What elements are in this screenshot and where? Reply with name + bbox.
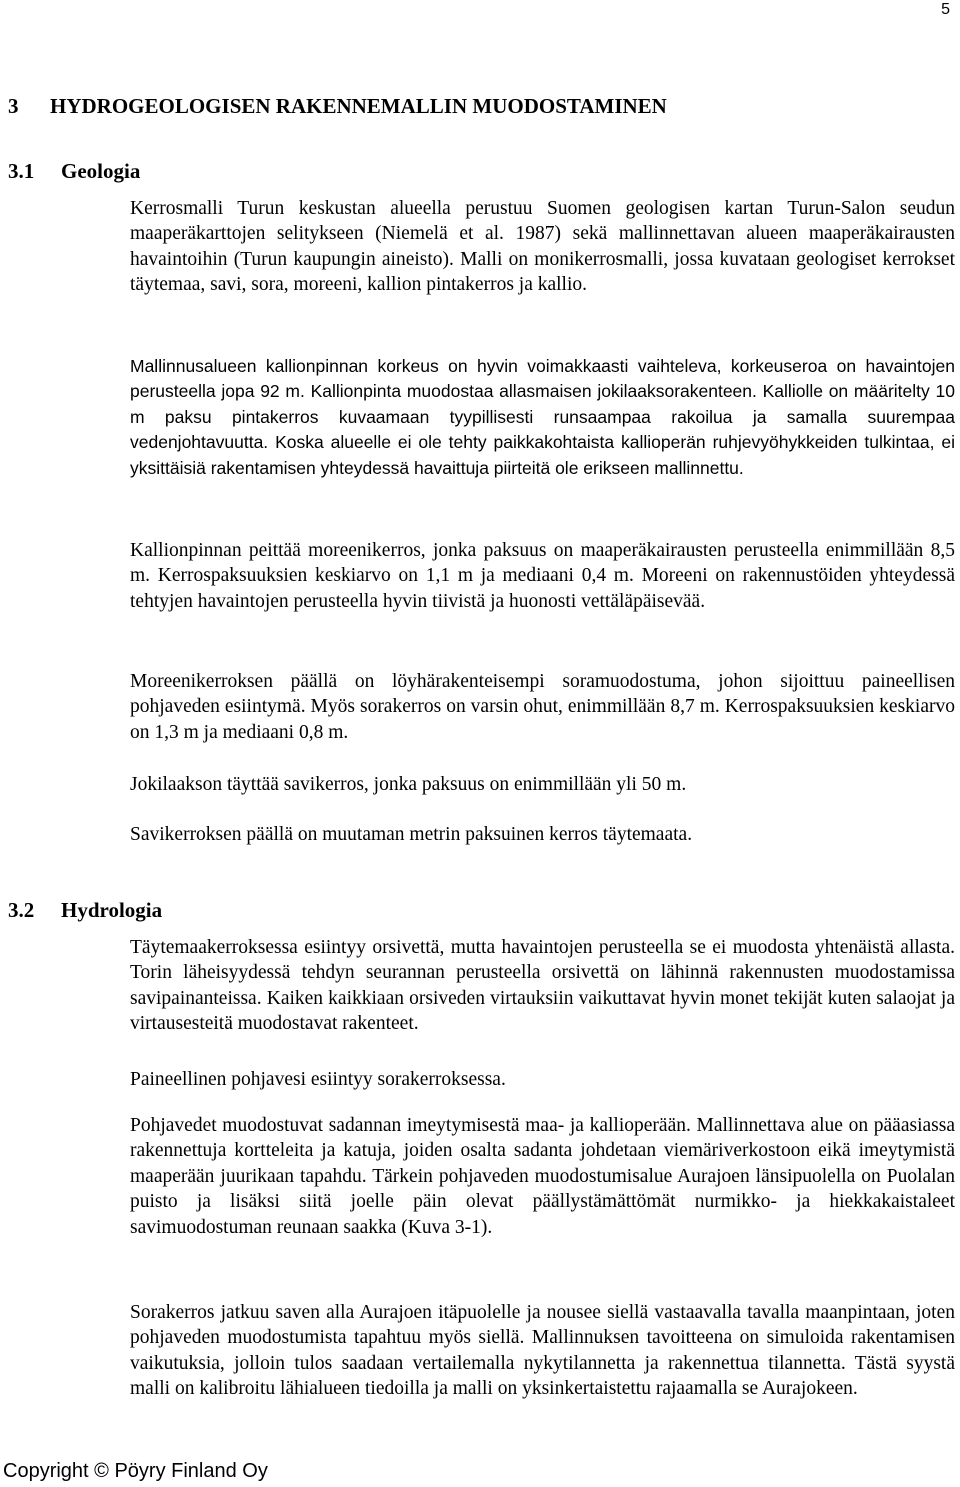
section-number: 3.2 <box>8 898 35 922</box>
paragraph: Kerrosmalli Turun keskustan alueella perustuu Suomen geologisen kartan Turun-Salon seudun maaperäkarttojen selitykseen (Niemelä et al. 1987) sekä mallinnettavan alueen maaperäkairausten havaintoihin (Turun kaupungin aineisto). Malli on monikerrosmalli, jossa kuvataan geologiset kerrokset täytemaa, savi, sora, moreeni, kallion pintakerros ja kallio. <box>130 198 955 296</box>
section-heading-geologia <box>8 158 140 184</box>
paragraph: Mallinnusalueen kallionpinnan korkeus on hyvin voimakkaasti vaihteleva, korkeuseroa on havaintojen perusteella jopa 92 m. Kallionpinta muodostaa allasmaisen jokilaaksorakenteen. Kalliolle on määritelty 10 m paksu pintakerros kuvaamaan tyypillisesti runsaampaa rakoilua ja samalla suurempaa vedenjohtavuutta. Koska alueelle ei ole tehty paikkakohtaista kallioperän ruhjevyöhykkeiden tulkintaa, ei yksittäisiä rakentamisen yhteydessä havaittuja piirteitä ole erikseen mallinnettu. <box>130 356 955 478</box>
chapter-title: HYDROGEOLOGISEN RAKENNEMALLIN MUODOSTAMINEN <box>50 94 667 118</box>
section-title: Geologia <box>61 159 141 183</box>
paragraph: Jokilaakson täyttää savikerros, jonka paksuus on enimmillään yli 50 m. <box>130 774 687 795</box>
section-heading-hydrologia <box>8 897 162 923</box>
chapter-number: 3 <box>8 94 19 118</box>
paragraph: Sorakerros jatkuu saven alla Aurajoen itäpuolelle ja nousee siellä vastaavalla tavalla maanpintaan, joten pohjaveden muodostumista tapahtuu myös siellä. Mallinnuksen tavoitteena on simuloida rakentamisen vaikutuksia, jolloin tulos saadaan vertailemalla nykytilannetta ja rakennettua tilannetta. Tästä syystä malli on kalibroitu lähialueen tiedoilla ja malli on yksinkertaistettu rajaamalla se Aurajokeen. <box>130 1302 955 1400</box>
paragraph: Paineellinen pohjavesi esiintyy sorakerroksessa. <box>130 1069 506 1090</box>
section-number: 3.1 <box>8 159 35 183</box>
chapter-heading <box>8 93 667 119</box>
paragraph: Täytemaakerroksessa esiintyy orsivettä, mutta havaintojen perusteella se ei muodosta yhtenäistä allasta. Torin läheisyydessä tehdyn seurannan perusteella orsivettä on lähinnä rakennusten muodostamissa savipainanteissa. Kaiken kaikkiaan orsiveden virtauksiin vaikuttavat hyvin monet tekijät kuten salaojat ja virtausesteitä muodostavat rakenteet. <box>130 937 955 1035</box>
paragraph: Kallionpinnan peittää moreenikerros, jonka paksuus on maaperäkairausten perusteella enimmillään 8,5 m. Kerrospaksuuksien keskiarvo on 1,1 m ja mediaani 0,4 m. Moreeni on rakennustöiden yhteydessä tehtyjen havaintojen perusteella hyvin tiivistä ja huonosti vettäläpäisevää. <box>130 540 955 612</box>
paragraph: Savikerroksen päällä on muutaman metrin paksuinen kerros täytemaata. <box>130 824 693 845</box>
paragraph: Moreenikerroksen päällä on löyhärakenteisempi soramuodostuma, johon sijoittuu paineellisen pohjaveden esiintymä. Myös sorakerros on varsin ohut, enimmillään 8,7 m. Kerrospaksuuksien keskiarvo on 1,3 m ja mediaani 0,8 m. <box>130 671 955 743</box>
page-number: 5 <box>941 1 950 18</box>
copyright-footer: Copyright © Pöyry Finland Oy <box>3 1460 268 1482</box>
section-title: Hydrologia <box>61 898 163 922</box>
paragraph: Pohjavedet muodostuvat sadannan imeytymisestä maa- ja kallioperään. Mallinnettava alue on pääasiassa rakennettuja kortteleita ja katuja, joiden osalta sadanta johdetaan viemäriverkostoon eikä imeytymistä maaperään juurikaan tapahdu. Tärkein pohjaveden muodostumisalue Aurajoen länsipuolella on Puolalan puisto ja lisäksi siitä joelle päin olevat päällystämättömät nurmikko- ja hiekkakaistaleet savimuodostuman reunaan saakka (Kuva 3-1). <box>130 1115 955 1238</box>
